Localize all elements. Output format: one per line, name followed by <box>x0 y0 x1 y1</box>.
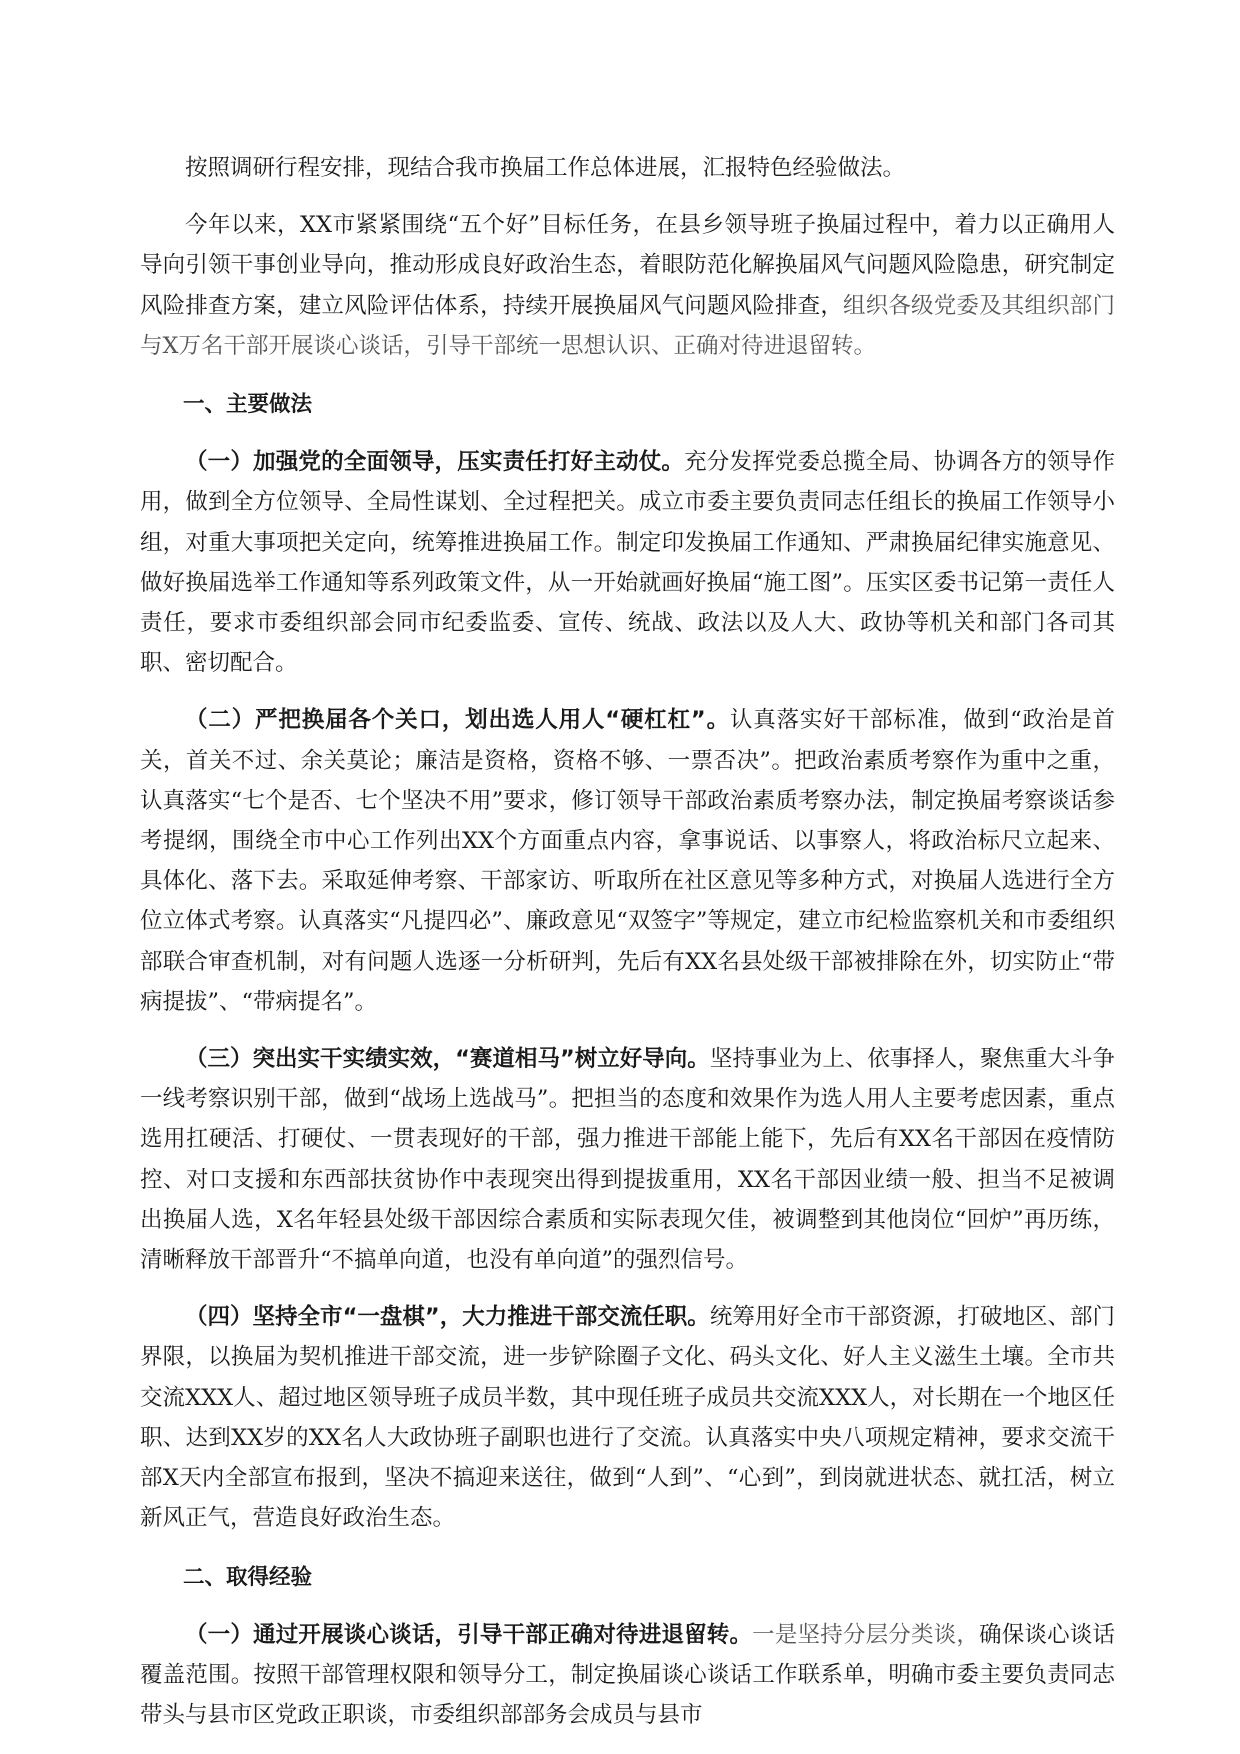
intro-paragraph: 按照调研行程安排，现结合我市换届工作总体进展，汇报特色经验做法。 <box>185 155 906 181</box>
practice-title: （四）坚持全市“一盘棋”，大力推进干部交流任职。 <box>185 1304 710 1331</box>
practice-body: 坚持事业为上、依事择人，聚焦重大斗争一线考察识别干部，做到“战场上选战马”。把担当的态度和效果作为选人用人主要考虑因素，重点选用扛硬活、打硬仗、一贯表现好的干部，强力推进干部能上能下，先后有XX名干部因在疫情防控、对口支援和东西部扶贫协作中表现突出得到提拔重用，XX名干部因业绩一般、担当不足被调出换届人选，X名年轻县处级干部因综合素质和实际表现欠佳，被调整到其他岗位“回炉”再历练，清晰释放干部晋升“不搞单向道，也没有单向道”的强烈信号。 <box>140 1046 1115 1274</box>
overview-text-tail: 组织各级党委及其组织部门与X万名干部开展谈心谈话，引导干部统一思想认识、正确对待进退留转。 <box>140 292 1115 359</box>
experience-body-lead: 一是坚持分层分类谈， <box>752 1621 980 1648</box>
section-heading-main-practices: 一、主要做法 <box>183 392 313 418</box>
experience-body: 确保谈心谈话覆盖范围。按照干部管理权限和领导分工，制定换届谈心谈话工作联系单，明确市委主要负责同志带头与县市区党政正职谈，市委组织部部务会成员与县市 <box>140 1621 1115 1729</box>
practice-body: 认真落实好干部标准，做到“政治是首关，首关不过、余关莫论；廉洁是资格，资格不够、一票否决”。把政治素质考察作为重中之重，认真落实“七个是否、七个坚决不用”要求，修订领导干部政治素质考察办法，制定换届考察谈话参考提纲，围绕全市中心工作列出XX个方面重点内容，拿事说话、以事察人，将政治标尺立起来、具体化、落下去。采取延伸考察、干部家访、听取所在社区意见等多种方式，对换届人选进行全方位立体式考察。认真落实“凡提四必”、廉政意见“双签字”等规定，建立市纪检监察机关和市委组织部联合审查机制，对有问题人选逐一分析研判，先后有XX名县处级干部被排除在外，切实防止“带病提拔”、“带病提名”。 <box>140 707 1115 1015</box>
practice-paragraph-2 <box>140 700 1115 1022</box>
document-page <box>140 148 1115 1735</box>
practice-title: （二）严把换届各个关口，划出选人用人“硬杠杠”。 <box>185 707 730 734</box>
practice-paragraph-1 <box>140 442 1115 683</box>
overview-paragraph <box>140 205 1115 366</box>
practice-paragraph-4 <box>140 1297 1115 1538</box>
practice-paragraph-3 <box>140 1039 1115 1280</box>
practice-title: （一）加强党的全面领导，压实责任打好主动仗。 <box>185 449 685 476</box>
practice-body: 充分发挥党委总揽全局、协调各方的领导作用，做到全方位领导、全局性谋划、全过程把关。成立市委主要负责同志任组长的换届工作领导小组，对重大事项把关定向，统筹推进换届工作。制定印发换届工作通知、严肃换届纪律实施意见、做好换届选举工作通知等系列政策文件，从一开始就画好换届“施工图”。压实区委书记第一责任人责任，要求市委组织部会同市纪委监委、宣传、统战、政法以及人大、政协等机关和部门各司其职、密切配合。 <box>140 449 1115 677</box>
experience-paragraph-1 <box>140 1615 1115 1736</box>
practice-body: 统筹用好全市干部资源，打破地区、部门界限，以换届为契机推进干部交流，进一步铲除圈子文化、码头文化、好人主义滋生土壤。全市共交流XXX人、超过地区领导班子成员半数，其中现任班子成员共交流XXX人，对长期在一个地区任职、达到XX岁的XX名人大政协班子副职也进行了交流。认真落实中央八项规定精神，要求交流干部X天内全部宣布报到，坚决不搞迎来送往，做到“人到”、“心到”，到岗就进状态、就扛活，树立新风正气，营造良好政治生态。 <box>140 1304 1115 1532</box>
practice-title: （三）突出实干实绩实效，“赛道相马”树立好导向。 <box>185 1046 710 1073</box>
experience-title: （一）通过开展谈心谈话，引导干部正确对待进退留转。 <box>185 1621 753 1648</box>
section-heading-experience: 二、取得经验 <box>183 1564 313 1590</box>
overview-text: 今年以来，XX市紧紧围绕“五个好”目标任务，在县乡领导班子换届过程中，着力以正确用人导向引领干事创业导向，推动形成良好政治生态，着眼防范化解换届风气问题风险隐患，研究制定风险排查方案，建立风险评估体系，持续开展换届风气问题风险排查， <box>140 212 1115 319</box>
